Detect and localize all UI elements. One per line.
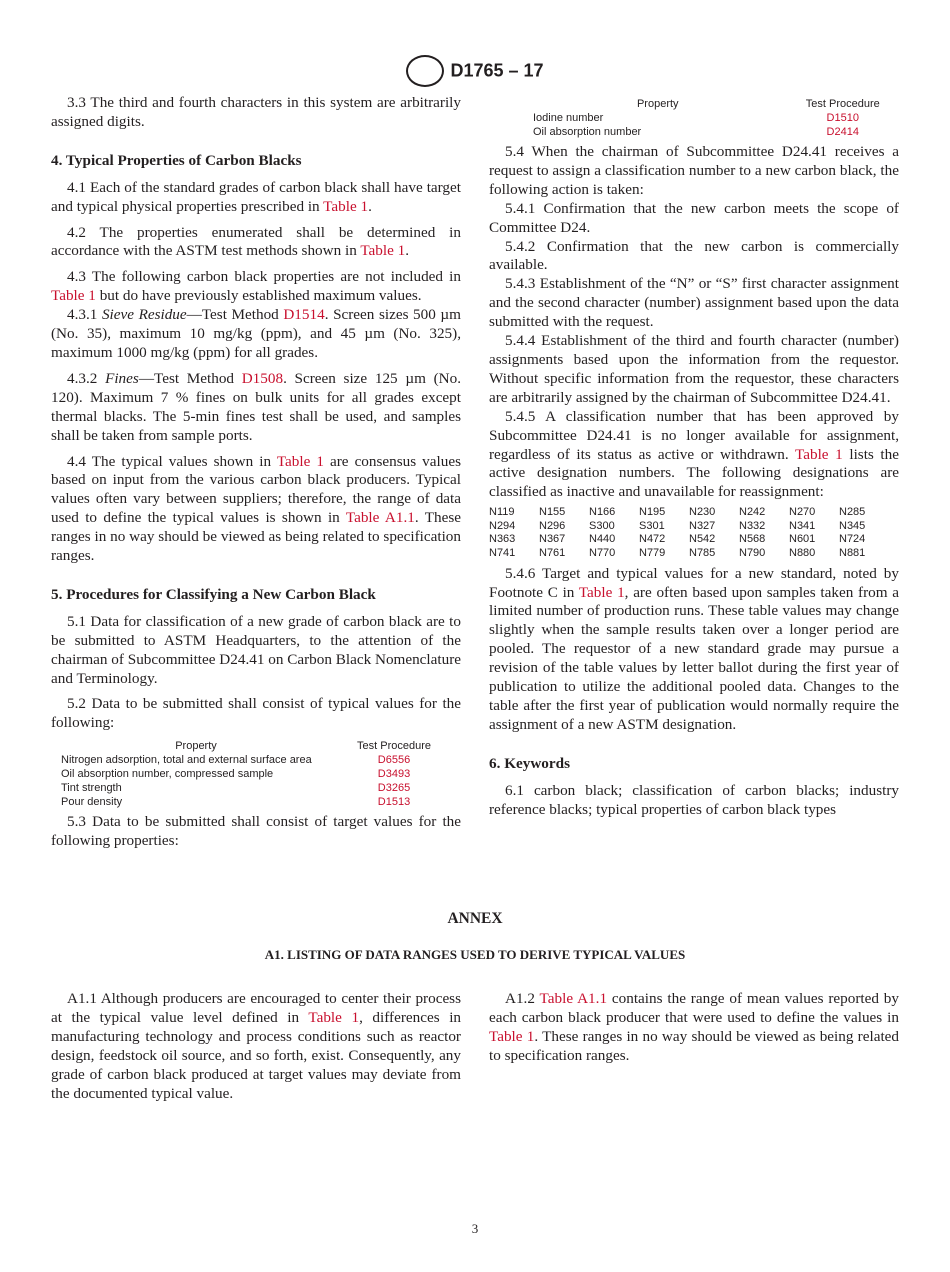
text-run: . [405, 242, 410, 260]
designation-cell: N119 [489, 506, 515, 519]
test-method-link[interactable]: D1513 [377, 796, 411, 809]
designation-cell: N790 [739, 547, 766, 559]
text-run: . Screen size 125 µm (No. 120). Maximum 7 % fines on bulk units for all grades except thermal blacks. The 5-min fines test shall be used, and samples shall be taken from sample ports. [51, 369, 461, 444]
designation-cell: N761 [539, 547, 566, 559]
paragraph [51, 370, 461, 446]
cross-reference-link[interactable]: Table 1 [489, 1027, 535, 1045]
cross-reference-link[interactable]: Table A1.1 [539, 990, 608, 1007]
table-row [529, 111, 899, 125]
page-header [0, 55, 950, 87]
text-run: , differences in manufacturing technology and process conditions such as reactor design, feedstock oil source, and so forth, exist. Consequently, any grade of carbon black produced at target values may deviate from the documented typical value. [51, 1008, 462, 1102]
table-row [489, 506, 889, 520]
test-procedure-cell [787, 111, 899, 125]
designation-cell: N155 [539, 506, 566, 519]
designation-cell: N542 [689, 533, 716, 546]
paragraph [489, 332, 899, 408]
text-run: 4.3.2 [67, 369, 106, 387]
table-row [57, 795, 453, 809]
designation-cell: N242 [739, 506, 766, 519]
designation-cell: N195 [639, 506, 666, 519]
column-header-test-procedure: Test Procedure [357, 740, 431, 753]
text-run: —Test Method [138, 369, 242, 387]
paragraph [489, 782, 899, 820]
test-method-link[interactable]: D6556 [377, 754, 411, 767]
designation-cell: N345 [839, 519, 866, 532]
paragraph [51, 94, 461, 132]
designation-cell: N779 [639, 547, 666, 559]
test-procedure-cell [335, 795, 453, 809]
document-designation: D1765 – 17 [450, 60, 544, 81]
paragraph [51, 306, 461, 363]
paragraph [489, 990, 899, 1066]
test-method-link[interactable]: D3493 [377, 768, 411, 781]
paragraph [51, 224, 461, 262]
property-cell: Tint strength [61, 782, 122, 795]
test-procedure-cell [335, 781, 453, 795]
paragraph [51, 990, 461, 1103]
designation-cell: N367 [539, 533, 566, 546]
cross-reference-link[interactable]: D1508 [241, 369, 284, 387]
annex-right-column [489, 990, 899, 1066]
paragraph [51, 268, 461, 306]
property-cell: Iodine number [533, 112, 604, 124]
text-run: 3.3 The third and fourth characters in this system are arbitrarily assigned digits. [51, 94, 461, 130]
designation-cell: S300 [589, 519, 615, 532]
annex-title: ANNEX [447, 910, 503, 927]
table-row [57, 767, 453, 781]
cross-reference-link[interactable]: D1514 [283, 306, 325, 324]
designation-cell: S301 [639, 519, 665, 532]
section-heading: 4. Typical Properties of Carbon Blacks [51, 151, 302, 169]
text-run: A1.2 [505, 990, 540, 1007]
table-row [529, 125, 899, 139]
text-run: 5.4.5 A classification number that has been approved by Subcommittee D24.41 is no longer available for assignment, regardless of its status as active or withdrawn. [489, 407, 899, 463]
column-header-test-procedure: Test Procedure [805, 98, 880, 110]
paragraph [51, 695, 461, 733]
designation-cell: N285 [839, 506, 866, 519]
paragraph [51, 813, 461, 851]
annex-subtitle: A1. LISTING OF DATA RANGES USED TO DERIVE TYPICAL VALUES [264, 947, 686, 962]
paragraph [489, 238, 899, 276]
italic-term: Fines [105, 369, 139, 387]
designation-cell: N230 [689, 506, 716, 519]
section-heading: 6. Keywords [489, 754, 570, 772]
designation-cell: N601 [789, 533, 816, 546]
test-procedure-cell [787, 125, 899, 139]
annex-left-column [51, 990, 461, 1103]
test-procedure-table [57, 739, 453, 809]
text-run: 4.3 The following carbon black properties are not included in [67, 268, 461, 286]
text-run: 5.4 When the chairman of Subcommittee D24.41 receives a request to assign a classification number to a new carbon black, the following action is taken: [489, 143, 899, 198]
text-run: . These ranges in no way should be viewed as being related to specification ranges. [489, 1027, 899, 1064]
table-header-row [57, 739, 453, 753]
section-heading: 5. Procedures for Classifying a New Carbon Black [51, 585, 376, 603]
text-run: —Test Method [186, 306, 284, 324]
designation-cell: N363 [489, 533, 516, 546]
designation-cell: N472 [639, 533, 666, 546]
test-procedure-cell [335, 767, 453, 781]
text-run: 5.4.1 Confirmation that the new carbon meets the scope of Committee D24. [489, 199, 899, 236]
text-run: 4.1 Each of the standard grades of carbon black shall have target and typical physical properties prescribed in [51, 178, 461, 215]
table-header-row [529, 97, 899, 111]
test-method-link[interactable]: D1510 [826, 112, 859, 124]
text-run: . These ranges in no way should be viewed as being related to specification ranges. [51, 509, 462, 565]
cross-reference-link[interactable]: Table 1 [308, 1008, 360, 1026]
paragraph [489, 408, 899, 503]
cross-reference-link[interactable]: Table 1 [51, 287, 96, 305]
inactive-designations-table [489, 506, 889, 560]
text-run: 5.4.4 Establishment of the third and fourth character (number) assignments based upon the information from the requestor. Without specific information from the requestor, these characters are arbitrarily assigned by the chairman of Subcommittee D24.41. [489, 332, 899, 406]
text-run: 5.3 Data to be submitted shall consist of target values for the following properties: [51, 813, 461, 850]
text-run: but do have previously established maximum values. [95, 287, 422, 305]
paragraph [489, 275, 899, 332]
table-row [489, 533, 889, 547]
designation-cell: N327 [689, 519, 716, 532]
page-number: 3 [471, 1221, 479, 1236]
designation-cell: N440 [589, 533, 616, 546]
designation-cell: N332 [739, 519, 766, 532]
cross-reference-link[interactable]: Table 1 [323, 197, 369, 215]
cross-reference-link[interactable]: Table 1 [276, 452, 324, 470]
designation-cell: N166 [589, 506, 616, 519]
text-run: 5.4.3 Establishment of the “N” or “S” first character assignment and the second character (number) assignment based upon the data submitted with the request. [489, 275, 899, 331]
designation-cell: N568 [739, 533, 766, 546]
property-cell: Oil absorption number [533, 126, 642, 138]
designation-cell: N724 [839, 533, 866, 546]
cross-reference-link[interactable]: Table A1.1 [345, 509, 415, 527]
designation-cell: N341 [789, 519, 816, 532]
cross-reference-link[interactable]: Table 1 [578, 583, 625, 601]
designation-cell: N770 [589, 547, 616, 559]
designation-cell: N270 [789, 506, 816, 519]
text-run: contains the range of mean values reported by each carbon black producer that were used to define the values in [489, 990, 899, 1026]
paragraph [51, 179, 461, 217]
text-run: 5.2 Data to be submitted shall consist of typical values for the following: [51, 695, 461, 732]
property-cell: Nitrogen adsorption, total and external surface area [61, 754, 312, 767]
text-run: . [368, 197, 372, 215]
paragraph [51, 613, 461, 689]
right-column [489, 97, 899, 819]
test-procedure-cell [335, 753, 453, 767]
paragraph [489, 143, 899, 200]
designation-cell: N785 [689, 547, 716, 559]
designation-cell: N880 [789, 547, 816, 559]
text-run: , are often based upon samples taken from a limited number of production runs. These table values may change slightly when the sample results taken over a longer period are pooled. The requestor of a new standard grade may pursue a revision of the table values by letter ballot during the first year of publication to utilize the additional pooled data. Changes to the table after the first year of publication would normally require the assignment of a new ASTM designation. [489, 583, 900, 733]
astm-logo [406, 55, 444, 87]
designation-cell: N296 [539, 519, 566, 532]
text-run: 4.3.1 [67, 306, 102, 324]
property-cell: Pour density [61, 796, 123, 809]
table-row [489, 547, 889, 561]
text-run: 5.4.2 Confirmation that the new carbon is commercially available. [489, 237, 899, 274]
cross-reference-link[interactable]: Table 1 [360, 242, 406, 260]
text-run: . Screen sizes 500 µm (No. 35), maximum 10 mg/kg (ppm), and 45 µm (No. 325), maximum 1000 mg/kg (ppm) for all grades. [51, 306, 461, 361]
designation-cell: N741 [489, 547, 516, 559]
text-run: lists the active designation numbers. The following designations are classified as inactive and unavailable for reassignment: [489, 445, 899, 501]
property-cell: Oil absorption number, compressed sample [61, 768, 274, 781]
italic-term: Sieve Residue [101, 306, 187, 324]
table-row [57, 753, 453, 767]
paragraph [489, 200, 899, 238]
table-row [57, 781, 453, 795]
paragraph [489, 565, 899, 735]
text-run: are consensus values based on input from the various carbon black producers. Typical values often vary between suppliers; therefore, the range of data used to define the typical values is shown in [51, 452, 461, 527]
test-procedure-table [529, 97, 899, 139]
column-header-property: Property [636, 98, 679, 110]
test-method-link[interactable]: D3265 [377, 782, 411, 795]
designation-cell: N294 [489, 519, 516, 532]
cross-reference-link[interactable]: Table 1 [795, 445, 843, 463]
text-run: 4.4 The typical values shown in [67, 452, 277, 470]
text-run: 6.1 carbon black; classification of carbon blacks; industry reference blacks; typical properties of carbon black types [489, 781, 899, 818]
table-row [489, 520, 889, 534]
column-header-property: Property [175, 740, 217, 753]
text-run: 5.4.6 Target and typical values for a new standard, noted by Footnote C in [489, 564, 899, 601]
designation-cell: N881 [839, 547, 866, 559]
paragraph [51, 453, 461, 566]
text-run: A1.1 Although producers are encouraged to center their process at the typical value level defined in [51, 990, 461, 1026]
text-run: 5.1 Data for classification of a new grade of carbon black are to be submitted to ASTM Headquarters, to the attention of the chairman of Subcommittee D24.41 on Carbon Black Nomenclature and Terminology. [51, 612, 461, 687]
left-column [51, 94, 461, 851]
text-run: 4.2 The properties enumerated shall be determined in accordance with the ASTM test methods shown in [51, 223, 461, 260]
test-method-link[interactable]: D2414 [826, 126, 859, 138]
